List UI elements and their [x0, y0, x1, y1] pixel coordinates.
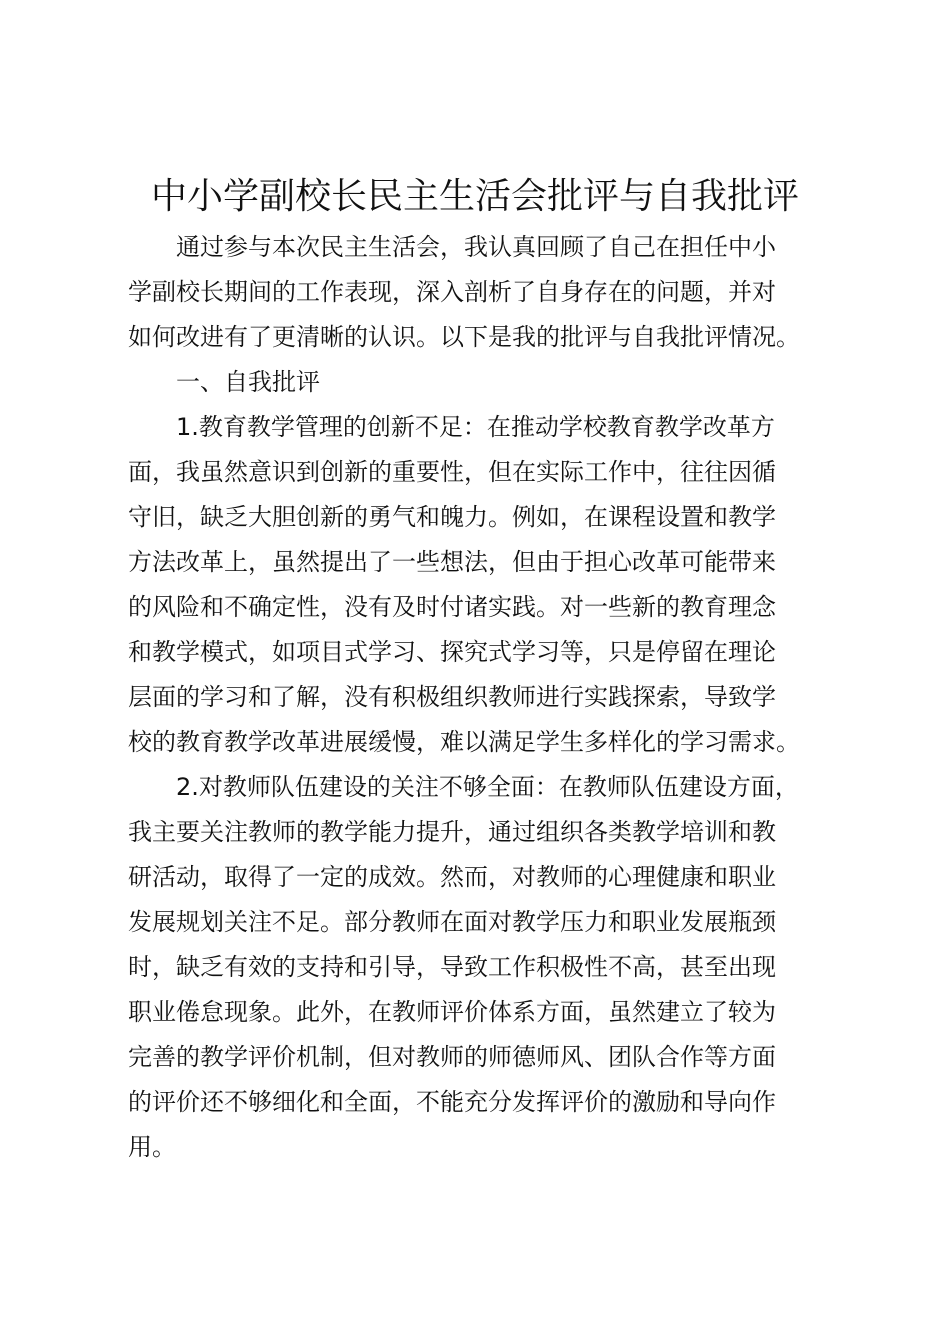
- section-heading: [128, 360, 848, 405]
- text-line: 面，我虽然意识到创新的重要性，但在实际工作中，往往因循: [128, 458, 776, 486]
- text-line: 通过参与本次民主生活会，我认真回顾了自己在担任中小: [176, 233, 776, 261]
- paragraph-intro: [128, 225, 848, 360]
- text-line: 1.教育教学管理的创新不足：在推动学校教育教学改革方: [176, 413, 775, 441]
- text-line: 和教学模式，如项目式学习、探究式学习等，只是停留在理论: [128, 638, 776, 666]
- paragraph-item-1: [128, 405, 848, 765]
- text-line: 层面的学习和了解，没有积极组织教师进行实践探索，导致学: [128, 683, 776, 711]
- text-line: 我主要关注教师的教学能力提升，通过组织各类教学培训和教: [128, 818, 776, 846]
- text-line: 用。: [128, 1133, 176, 1161]
- text-line: 守旧，缺乏大胆创新的勇气和魄力。例如，在课程设置和教学: [128, 503, 776, 531]
- text-line: 学副校长期间的工作表现，深入剖析了自身存在的问题，并对: [128, 278, 776, 306]
- document-body: [128, 225, 848, 1170]
- text-line: 职业倦怠现象。此外，在教师评价体系方面，虽然建立了较为: [128, 998, 776, 1026]
- text-line: 研活动，取得了一定的成效。然而，对教师的心理健康和职业: [128, 863, 776, 891]
- text-line: 如何改进有了更清晰的认识。以下是我的批评与自我批评情况。: [128, 323, 800, 351]
- document-title: 中小学副校长民主生活会批评与自我批评: [150, 176, 799, 217]
- text-line: 一、自我批评: [176, 368, 320, 396]
- text-line: 的风险和不确定性，没有及时付诸实践。对一些新的教育理念: [128, 593, 776, 621]
- text-line: 2.对教师队伍建设的关注不够全面：在教师队伍建设方面，: [176, 773, 799, 801]
- text-line: 校的教育教学改革进展缓慢，难以满足学生多样化的学习需求。: [128, 728, 800, 756]
- text-line: 的评价还不够细化和全面，不能充分发挥评价的激励和导向作: [128, 1088, 776, 1116]
- text-line: 方法改革上，虽然提出了一些想法，但由于担心改革可能带来: [128, 548, 776, 576]
- text-line: 发展规划关注不足。部分教师在面对教学压力和职业发展瓶颈: [128, 908, 776, 936]
- text-line: 时，缺乏有效的支持和引导，导致工作积极性不高，甚至出现: [128, 953, 776, 981]
- paragraph-item-2: [128, 765, 848, 1170]
- text-line: 完善的教学评价机制，但对教师的师德师风、团队合作等方面: [128, 1043, 776, 1071]
